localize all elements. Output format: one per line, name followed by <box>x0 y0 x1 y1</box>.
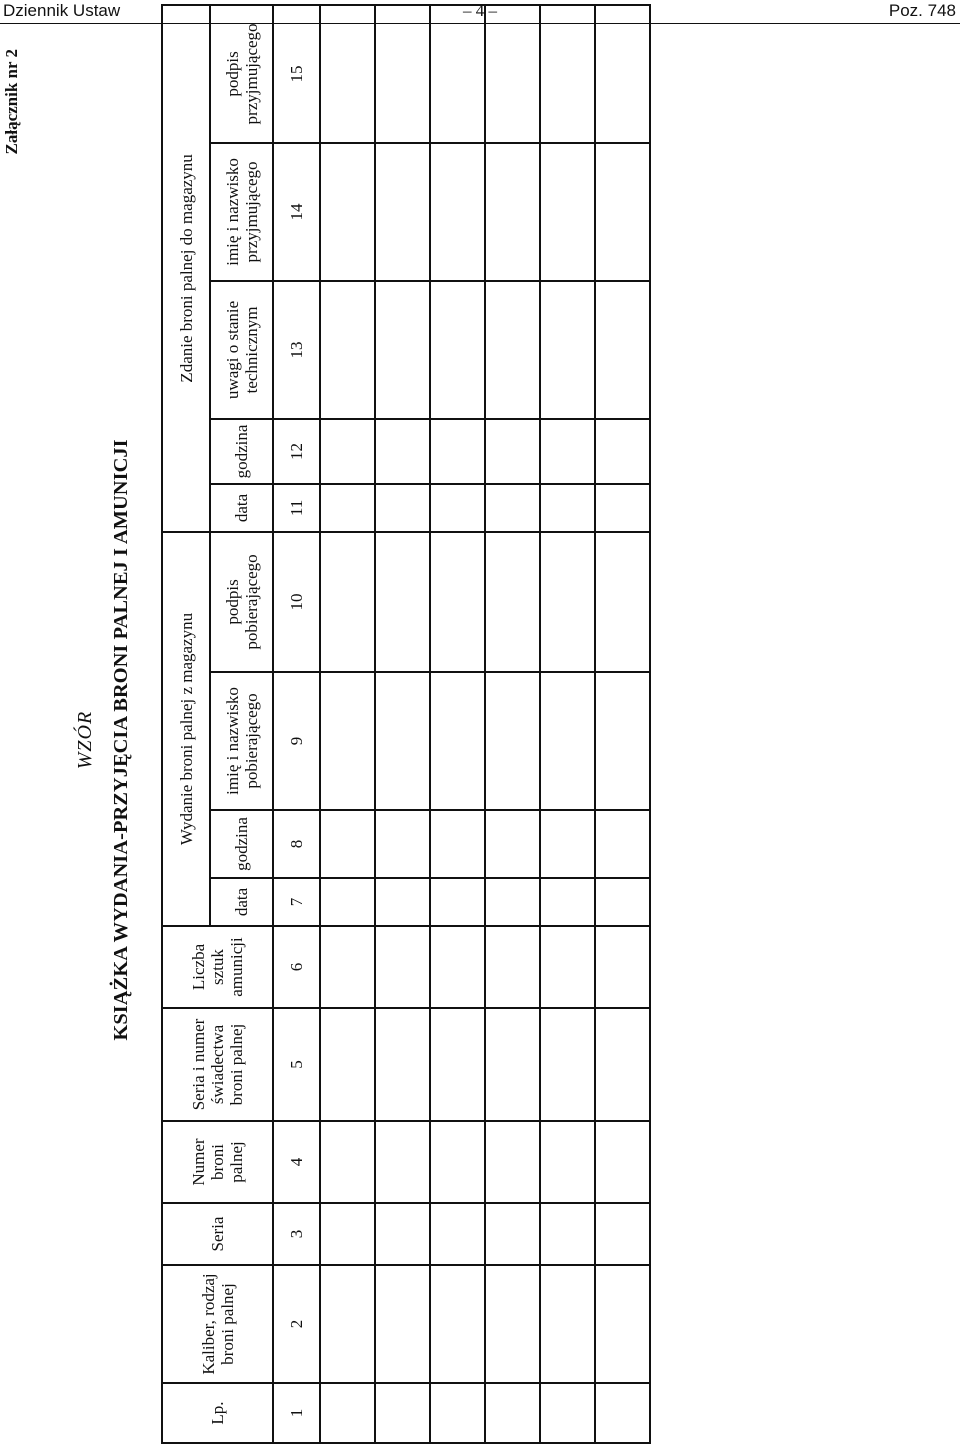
header-zdanie-uwagi: uwagi o stanie technicznym <box>210 281 273 419</box>
table-cell[interactable] <box>320 926 375 1008</box>
register-table <box>161 4 651 1444</box>
table-cell[interactable] <box>375 532 430 672</box>
column-number: 2 <box>273 1265 320 1383</box>
table-cell[interactable] <box>485 1008 540 1121</box>
header-zdanie-podpis: podpis przyjmującego <box>210 5 273 143</box>
header-seria-numer: Seria i numer świadectwa broni palnej <box>162 1008 273 1121</box>
table-cell[interactable] <box>320 1383 375 1443</box>
table-cell[interactable] <box>430 532 485 672</box>
table-cell[interactable] <box>430 1203 485 1265</box>
column-number: 9 <box>273 672 320 810</box>
table-cell[interactable] <box>375 484 430 532</box>
table-cell[interactable] <box>540 143 595 281</box>
table-cell[interactable] <box>320 878 375 926</box>
table-cell[interactable] <box>375 143 430 281</box>
column-number: 6 <box>273 926 320 1008</box>
column-number: 1 <box>273 1383 320 1443</box>
header-wydanie: Wydanie broni palnej z magazynu <box>162 532 210 926</box>
column-number: 4 <box>273 1121 320 1203</box>
header-wydanie-imie: imię i nazwisko pobierającego <box>210 672 273 810</box>
table-cell[interactable] <box>595 143 650 281</box>
table-cell[interactable] <box>595 1008 650 1121</box>
journal-name: Dziennik Ustaw <box>3 1 121 20</box>
table-cell[interactable] <box>540 810 595 878</box>
header-zdanie-imie: imię i nazwisko przyjmującego <box>210 143 273 281</box>
table-cell[interactable] <box>375 5 430 143</box>
table-cell[interactable] <box>320 532 375 672</box>
table-row <box>595 5 650 1443</box>
table-cell[interactable] <box>540 926 595 1008</box>
table-cell[interactable] <box>485 532 540 672</box>
table-cell[interactable] <box>320 672 375 810</box>
table-cell[interactable] <box>375 810 430 878</box>
table-cell[interactable] <box>485 5 540 143</box>
header-numer: Numer broni palnej <box>162 1121 273 1203</box>
column-number: 15 <box>273 5 320 143</box>
table-cell[interactable] <box>430 878 485 926</box>
table-cell[interactable] <box>485 143 540 281</box>
table-cell[interactable] <box>430 810 485 878</box>
table-cell[interactable] <box>540 1203 595 1265</box>
table-cell[interactable] <box>375 878 430 926</box>
table-cell[interactable] <box>595 5 650 143</box>
column-number: 7 <box>273 878 320 926</box>
rotated-form-page <box>0 23 960 1445</box>
table-row <box>320 5 375 1443</box>
header-kaliber: Kaliber, rodzaj broni palnej <box>162 1265 273 1383</box>
table-cell[interactable] <box>375 672 430 810</box>
column-number: 10 <box>273 532 320 672</box>
table-cell[interactable] <box>540 1121 595 1203</box>
table-cell[interactable] <box>375 1383 430 1443</box>
table-cell[interactable] <box>595 281 650 419</box>
table-row <box>375 5 430 1443</box>
table-cell[interactable] <box>540 878 595 926</box>
table-cell[interactable] <box>320 1121 375 1203</box>
column-number: 3 <box>273 1203 320 1265</box>
table-cell[interactable] <box>595 1121 650 1203</box>
table-cell[interactable] <box>540 281 595 419</box>
annex-label: Załącznik nr 2 <box>2 49 21 155</box>
position-number: Poz. 748 <box>888 1 956 20</box>
header-zdanie-data: data <box>210 484 273 532</box>
column-number: 14 <box>273 143 320 281</box>
table-cell[interactable] <box>320 1008 375 1121</box>
table-cell[interactable] <box>320 810 375 878</box>
table-cell[interactable] <box>375 1008 430 1121</box>
column-number: 11 <box>273 484 320 532</box>
table-cell[interactable] <box>595 810 650 878</box>
table-cell[interactable] <box>595 484 650 532</box>
column-number-row <box>273 5 320 1443</box>
table-cell[interactable] <box>540 1008 595 1121</box>
table-cell[interactable] <box>430 5 485 143</box>
table-cell[interactable] <box>540 419 595 484</box>
table-cell[interactable] <box>320 1203 375 1265</box>
table-cell[interactable] <box>485 484 540 532</box>
table-cell[interactable] <box>430 419 485 484</box>
table-cell[interactable] <box>375 1121 430 1203</box>
table-cell[interactable] <box>485 1265 540 1383</box>
table-cell[interactable] <box>595 532 650 672</box>
table-cell[interactable] <box>540 1265 595 1383</box>
entry-rows <box>320 5 650 1443</box>
column-number: 12 <box>273 419 320 484</box>
column-number: 5 <box>273 1008 320 1121</box>
table-cell[interactable] <box>595 1383 650 1443</box>
table-cell[interactable] <box>485 1203 540 1265</box>
table-cell[interactable] <box>375 419 430 484</box>
header-wydanie-godzina: godzina <box>210 810 273 878</box>
header-liczba: Liczba sztuk amunicji <box>162 926 273 1008</box>
table-cell[interactable] <box>375 926 430 1008</box>
table-cell[interactable] <box>595 1203 650 1265</box>
template-label: WZÓR <box>74 710 96 770</box>
table-cell[interactable] <box>430 281 485 419</box>
column-number: 8 <box>273 810 320 878</box>
table-cell[interactable] <box>540 672 595 810</box>
form-title: KSIĄŻKA WYDANIA-PRZYJĘCIA BRONI PALNEJ I AMUNICJI <box>110 439 132 1041</box>
header-zdanie-godzina: godzina <box>210 419 273 484</box>
header-wydanie-data: data <box>210 878 273 926</box>
table-cell[interactable] <box>430 926 485 1008</box>
table-cell[interactable] <box>320 419 375 484</box>
table-cell[interactable] <box>485 810 540 878</box>
header-row-1 <box>162 5 210 1443</box>
table-cell[interactable] <box>540 484 595 532</box>
table-cell[interactable] <box>320 143 375 281</box>
table-cell[interactable] <box>485 419 540 484</box>
table-cell[interactable] <box>430 672 485 810</box>
table-cell[interactable] <box>375 281 430 419</box>
table-cell[interactable] <box>595 1265 650 1383</box>
table-cell[interactable] <box>430 143 485 281</box>
table-cell[interactable] <box>320 1265 375 1383</box>
table-cell[interactable] <box>595 926 650 1008</box>
table-cell[interactable] <box>595 878 650 926</box>
header-wydanie-podpis: podpis pobierającego <box>210 532 273 672</box>
table-row <box>540 5 595 1443</box>
table-cell[interactable] <box>595 419 650 484</box>
table-cell[interactable] <box>430 1121 485 1203</box>
table-cell[interactable] <box>375 1203 430 1265</box>
table-cell[interactable] <box>485 878 540 926</box>
table-cell[interactable] <box>485 1121 540 1203</box>
table-row <box>430 5 485 1443</box>
table-cell[interactable] <box>485 281 540 419</box>
page-number: – 4 – <box>463 1 497 20</box>
header-zdanie: Zdanie broni palnej do magazynu <box>162 5 210 532</box>
table-cell[interactable] <box>320 281 375 419</box>
table-cell[interactable] <box>540 5 595 143</box>
table-cell[interactable] <box>320 5 375 143</box>
table-cell[interactable] <box>320 484 375 532</box>
table-cell[interactable] <box>375 1265 430 1383</box>
table-cell[interactable] <box>485 926 540 1008</box>
table-cell[interactable] <box>430 1008 485 1121</box>
table-cell[interactable] <box>430 484 485 532</box>
table-cell[interactable] <box>430 1265 485 1383</box>
table-cell[interactable] <box>595 672 650 810</box>
header-seria: Seria <box>162 1203 273 1265</box>
table-cell[interactable] <box>430 1383 485 1443</box>
table-cell[interactable] <box>540 1383 595 1443</box>
table-cell[interactable] <box>485 1383 540 1443</box>
table-cell[interactable] <box>540 532 595 672</box>
table-row <box>485 5 540 1443</box>
column-number: 13 <box>273 281 320 419</box>
table-cell[interactable] <box>485 672 540 810</box>
header-lp: Lp. <box>162 1383 273 1443</box>
